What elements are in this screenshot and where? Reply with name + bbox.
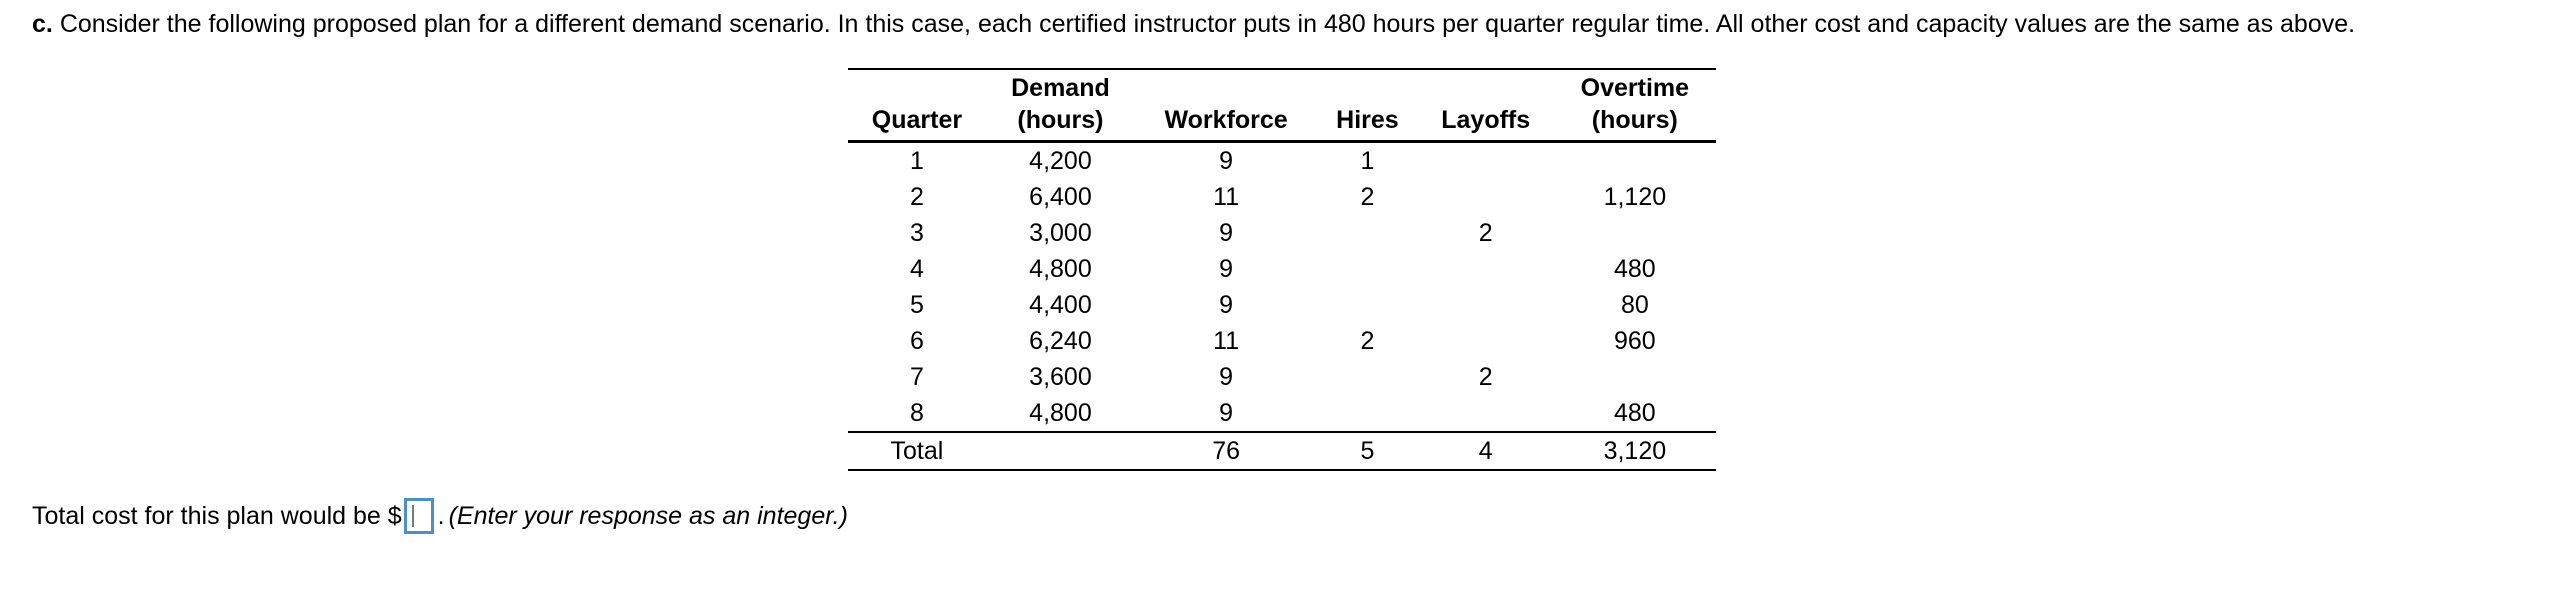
cell-overtime (1554, 359, 1716, 395)
question-body: Consider the following proposed plan for a different demand scenario. In this case, each certified instructor puts in 480 hours per quarter regular time. All other cost and capacity values are the same as above. (59, 10, 2356, 38)
cell-workforce: 9 (1219, 255, 1234, 283)
cell-quarter: 5 (909, 291, 924, 319)
part-label: c. (32, 10, 53, 38)
cell-quarter: 1 (909, 147, 924, 175)
table-row (848, 251, 1716, 287)
cell-workforce: 9 (1219, 219, 1234, 247)
cell-layoffs (1418, 142, 1554, 180)
total-overtime: 3,120 (1554, 432, 1716, 470)
cell-hires (1317, 359, 1417, 395)
header-demand: Demand (hours) (986, 69, 1135, 142)
header-workforce: Workforce (1135, 69, 1317, 142)
total-hires: 5 (1317, 432, 1417, 470)
cell-demand: 4,800 (1029, 399, 1092, 427)
cell-quarter: 4 (909, 255, 924, 283)
cell-demand: 6,240 (1029, 327, 1092, 355)
cell-hires (1317, 395, 1417, 432)
table-row (848, 287, 1716, 323)
cell-demand: 4,400 (1029, 291, 1092, 319)
table-row (848, 142, 1716, 180)
cell-demand: 6,400 (1029, 183, 1092, 211)
table-header-row (848, 69, 1716, 142)
cell-quarter: 8 (909, 399, 924, 427)
cell-quarter: 3 (909, 219, 924, 247)
cell-hires (1317, 251, 1417, 287)
cell-workforce: 9 (1219, 399, 1234, 427)
answer-prefix: Total cost for this plan would be $ (32, 502, 402, 530)
cell-demand: 3,000 (1029, 219, 1092, 247)
cell-layoffs (1418, 287, 1554, 323)
total-demand (986, 432, 1135, 470)
cell-layoffs (1418, 323, 1554, 359)
cell-demand: 3,600 (1029, 363, 1092, 391)
table-row (848, 359, 1716, 395)
cell-layoffs (1418, 251, 1554, 287)
cell-overtime: 960 (1613, 327, 1656, 355)
cell-layoffs: 2 (1478, 363, 1493, 391)
cell-overtime: 480 (1613, 399, 1656, 427)
cell-overtime (1554, 215, 1716, 251)
cell-overtime (1554, 142, 1716, 180)
cell-quarter: 2 (909, 183, 924, 211)
header-hires: Hires (1317, 69, 1417, 142)
cell-overtime: 1,120 (1603, 183, 1667, 211)
cell-layoffs (1418, 395, 1554, 432)
total-label: Total (848, 432, 986, 470)
total-workforce: 76 (1135, 432, 1317, 470)
cell-workforce: 9 (1219, 363, 1234, 391)
cell-quarter: 7 (909, 363, 924, 391)
table-row (848, 179, 1716, 215)
plan-table (848, 68, 1716, 471)
cell-hires: 1 (1360, 147, 1375, 175)
answer-suffix: . (437, 502, 445, 530)
cell-workforce: 11 (1213, 183, 1240, 211)
cell-hires: 2 (1360, 183, 1375, 211)
table-row (848, 395, 1716, 432)
answer-hint: (Enter your response as an integer.) (448, 502, 848, 530)
cell-demand: 4,200 (1029, 147, 1092, 175)
cell-hires (1317, 215, 1417, 251)
cell-overtime: 80 (1620, 291, 1649, 319)
table-row (848, 215, 1716, 251)
total-row (848, 432, 1716, 470)
total-layoffs: 4 (1418, 432, 1554, 470)
cell-hires: 2 (1360, 327, 1375, 355)
cell-overtime: 480 (1613, 255, 1656, 283)
cell-hires (1317, 287, 1417, 323)
header-quarter: Quarter (848, 69, 986, 142)
question-text (32, 8, 2355, 40)
header-overtime: Overtime (hours) (1554, 69, 1716, 142)
cell-workforce: 11 (1213, 327, 1240, 355)
cell-quarter: 6 (909, 327, 924, 355)
answer-line (32, 496, 848, 536)
total-cost-input[interactable] (404, 498, 434, 534)
header-layoffs: Layoffs (1418, 69, 1554, 142)
cell-workforce: 9 (1219, 147, 1234, 175)
cell-layoffs: 2 (1478, 219, 1493, 247)
table-row (848, 323, 1716, 359)
cell-demand: 4,800 (1029, 255, 1092, 283)
cell-layoffs (1418, 179, 1554, 215)
cell-workforce: 9 (1219, 291, 1234, 319)
